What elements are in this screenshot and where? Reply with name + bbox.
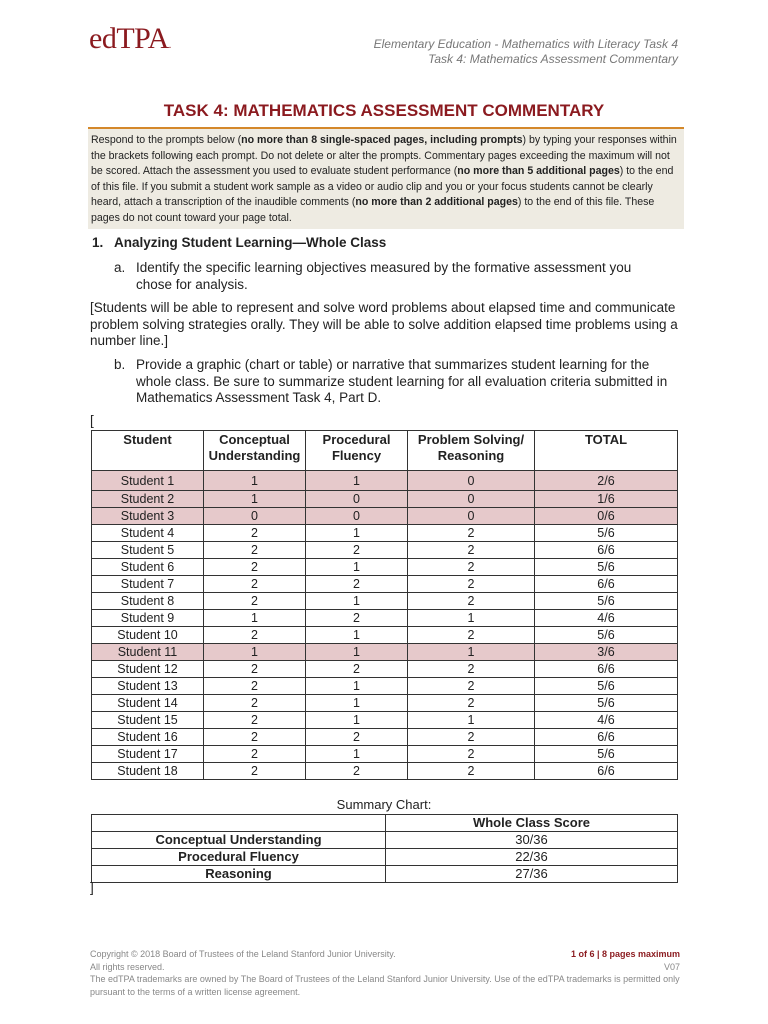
table-cell: 2 (408, 593, 535, 610)
table-cell: 2 (204, 593, 306, 610)
table-row (92, 559, 678, 576)
header-reasoning: Problem Solving/ Reasoning (408, 431, 535, 471)
table-row (92, 763, 678, 780)
table-cell: 0 (306, 508, 408, 525)
table-row (92, 542, 678, 559)
table-cell: 4/6 (535, 610, 678, 627)
table-cell: 5/6 (535, 593, 678, 610)
table-cell: 6/6 (535, 576, 678, 593)
table-row (92, 508, 678, 525)
response-1a[interactable]: [Students will be able to represent and solve word problems about elapsed time and communicate problem solving strategies orally. They will be able to solve addition elapsed time problems using a number line.] (90, 300, 678, 348)
table-cell: 2 (204, 746, 306, 763)
table-cell: 2 (408, 763, 535, 780)
table-cell: 2 (204, 542, 306, 559)
instructions-box: Respond to the prompts below (no more than 8 single-spaced pages, including prompts) by typing your responses within the brackets following each prompt. Do not delete or alter the prompts. Commentary pages exceeding the maximum will not be scored. Attach the assessment you used to evaluate student performance (no more than 5 additional pages) to the end of this file. If you submit a student work sample as a video or audio clip and you or your focus students cannot be clearly heard, attach a transcription of the inaudible comments (no more than 2 additional pages) to the end of this file. These pages do not count toward your page total. (88, 127, 684, 229)
table-cell: 1 (306, 695, 408, 712)
table-cell: 1 (408, 712, 535, 729)
footer-copyright: Copyright © 2018 Board of Trustees of the Leland Stanford Junior University. (90, 949, 396, 959)
table-cell: 2 (204, 763, 306, 780)
table-cell: 2 (306, 729, 408, 746)
page-number: 1 of 6 | 8 pages maximum (570, 949, 680, 959)
table-row (92, 695, 678, 712)
table-cell: 2 (204, 678, 306, 695)
table-cell: 5/6 (535, 627, 678, 644)
table-cell: 5/6 (535, 746, 678, 763)
table-cell: 5/6 (535, 678, 678, 695)
table-cell: 2 (306, 661, 408, 678)
table-cell: 1 (306, 644, 408, 661)
table-cell: 2 (408, 627, 535, 644)
table-cell: 2 (204, 559, 306, 576)
summary-row: Conceptual Understanding 30/36 (92, 832, 678, 849)
table-cell: 2 (204, 712, 306, 729)
table-cell: Student 8 (92, 593, 204, 610)
response-bracket-close: ] (90, 880, 94, 895)
table-cell: 1 (306, 471, 408, 491)
table-row (92, 471, 678, 491)
table-cell: Student 4 (92, 525, 204, 542)
table-cell: 4/6 (535, 712, 678, 729)
header-procedural: Procedural Fluency (306, 431, 408, 471)
edtpa-logo: edTPA. (89, 22, 171, 55)
table-cell: 0 (408, 491, 535, 508)
table-cell: 1/6 (535, 491, 678, 508)
table-cell: 3/6 (535, 644, 678, 661)
table-cell: 0 (306, 491, 408, 508)
header-conceptual: Conceptual Understanding (204, 431, 306, 471)
summary-row: Reasoning 27/36 (92, 866, 678, 883)
table-cell: 0 (204, 508, 306, 525)
table-row (92, 746, 678, 763)
table-row (92, 678, 678, 695)
table-row (92, 712, 678, 729)
table-cell: 2 (408, 542, 535, 559)
table-cell: 6/6 (535, 763, 678, 780)
student-scores-table (91, 430, 678, 780)
table-cell: 0 (408, 471, 535, 491)
table-cell: 2 (408, 661, 535, 678)
table-cell: 1 (306, 746, 408, 763)
table-cell: Student 18 (92, 763, 204, 780)
table-cell: 2 (204, 627, 306, 644)
table-cell: Student 13 (92, 678, 204, 695)
header-subtitle-2: Task 4: Mathematics Assessment Commentary (428, 52, 678, 66)
table-cell: 2 (204, 695, 306, 712)
table-cell: Student 5 (92, 542, 204, 559)
header-student: Student (92, 431, 204, 471)
table-cell: 6/6 (535, 542, 678, 559)
table-cell: Student 16 (92, 729, 204, 746)
table-cell: Student 7 (92, 576, 204, 593)
page-title: TASK 4: MATHEMATICS ASSESSMENT COMMENTARY (163, 101, 605, 120)
response-bracket-open: [ (90, 413, 94, 428)
table-row (92, 644, 678, 661)
table-cell: 1 (306, 712, 408, 729)
table-cell: 2/6 (535, 471, 678, 491)
table-cell: 0/6 (535, 508, 678, 525)
table-cell: Student 9 (92, 610, 204, 627)
table-row (92, 610, 678, 627)
table-cell: 1 (306, 559, 408, 576)
table-cell: 2 (306, 763, 408, 780)
table-cell: Student 10 (92, 627, 204, 644)
table-cell: 1 (408, 644, 535, 661)
table-cell: 2 (408, 525, 535, 542)
header-subtitle-1: Elementary Education - Mathematics with Literacy Task 4 (373, 37, 678, 51)
page-footer (90, 948, 680, 998)
table-row (92, 627, 678, 644)
table-cell: 1 (306, 678, 408, 695)
table-cell: 2 (408, 746, 535, 763)
table-cell: 2 (306, 610, 408, 627)
table-cell: Student 6 (92, 559, 204, 576)
footer-rights: All rights reserved. (90, 961, 165, 972)
table-cell: 6/6 (535, 729, 678, 746)
table-cell: 1 (306, 627, 408, 644)
table-row (92, 576, 678, 593)
table-cell: 1 (204, 610, 306, 627)
table-cell: 1 (306, 525, 408, 542)
prompt-1b: b. Provide a graphic (chart or table) or narrative that summarizes student learning for the whole class. Be sure to summarize student learning for all evaluation criteria submitted in Mathematics Assessment Task 4, Part D. (114, 357, 668, 405)
table-cell: 2 (408, 695, 535, 712)
summary-header: Whole Class Score (386, 815, 678, 832)
table-cell: 2 (204, 525, 306, 542)
table-cell: 2 (408, 576, 535, 593)
table-cell: 2 (306, 576, 408, 593)
table-cell: 2 (306, 542, 408, 559)
table-row (92, 661, 678, 678)
table-cell: 6/6 (535, 661, 678, 678)
header-total: TOTAL (535, 431, 678, 471)
table-cell: Student 1 (92, 471, 204, 491)
prompt-1a: a. Identify the specific learning objectives measured by the formative assessment you chose for analysis. (114, 260, 632, 292)
table-cell: 0 (408, 508, 535, 525)
table-cell: Student 2 (92, 491, 204, 508)
document-header (374, 37, 678, 67)
table-row (92, 525, 678, 542)
table-cell: 1 (408, 610, 535, 627)
table-cell: 2 (408, 729, 535, 746)
table-cell: 1 (306, 593, 408, 610)
table-cell: 5/6 (535, 525, 678, 542)
table-cell: 1 (204, 471, 306, 491)
table-cell: 2 (408, 559, 535, 576)
table-cell: 2 (408, 678, 535, 695)
summary-chart-label: Summary Chart: (336, 797, 432, 812)
version-label: V07 (663, 961, 680, 972)
table-cell: Student 15 (92, 712, 204, 729)
table-row (92, 729, 678, 746)
table-cell: 2 (204, 576, 306, 593)
table-cell: 1 (204, 644, 306, 661)
question-1-heading: 1. Analyzing Student Learning—Whole Class (92, 235, 387, 250)
table-cell: Student 17 (92, 746, 204, 763)
summary-table (91, 814, 678, 883)
table-row (92, 491, 678, 508)
table-cell: Student 11 (92, 644, 204, 661)
table-cell: 2 (204, 729, 306, 746)
table-cell: 5/6 (535, 559, 678, 576)
table-cell: 1 (204, 491, 306, 508)
table-cell: 5/6 (535, 695, 678, 712)
table-row (92, 593, 678, 610)
summary-corner (92, 815, 386, 832)
table-cell: Student 3 (92, 508, 204, 525)
table-cell: 2 (204, 661, 306, 678)
table-cell: Student 12 (92, 661, 204, 678)
table-cell: Student 14 (92, 695, 204, 712)
footer-trademark: The edTPA trademarks are owned by The Board of Trustees of the Leland Stanford Junior University. Use of the edTPA trademarks is permitted only pursuant to the terms of a written license agreement. (90, 974, 680, 997)
summary-row: Procedural Fluency 22/36 (92, 849, 678, 866)
